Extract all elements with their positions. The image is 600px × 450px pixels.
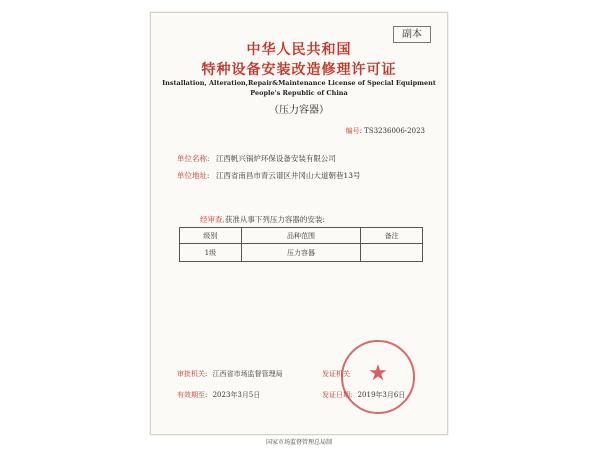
issuer-label: 发证机关 xyxy=(322,370,350,378)
official-seal xyxy=(341,340,415,414)
license-number-value: TS3236006-2023 xyxy=(364,127,425,135)
authority-value: 江西省市场监督管理局 xyxy=(212,370,283,378)
seal-star-icon: ★ xyxy=(368,361,388,386)
license-number xyxy=(346,126,425,136)
scope-table-header xyxy=(180,228,423,244)
title-country: 中华人民共和国 xyxy=(246,42,352,58)
certificate xyxy=(150,12,448,446)
issue-date-value: 2019年3月6日 xyxy=(357,391,406,399)
title-license: 特种设备安装改造修理许可证 xyxy=(201,62,397,78)
subtitle: （压力容器） xyxy=(269,105,329,116)
unit-name-label: 单位名称: xyxy=(177,154,210,163)
title-en-line2: People's Republic of China xyxy=(250,89,348,97)
unit-name-value: 江西帆兴锅炉环保设备安装有限公司 xyxy=(215,154,336,163)
cell-variety: 压力容器 xyxy=(241,244,360,262)
approval-authority xyxy=(177,369,283,379)
validity-value: 2023年3月5日 xyxy=(212,391,261,399)
scope-table xyxy=(179,227,423,262)
issue-date-label: 发证日期: xyxy=(322,391,353,399)
title-en-line1: Installation, Alteration,Repair&Maintenance License of Special Equipment xyxy=(162,79,436,87)
approval-statement xyxy=(200,214,325,225)
approval-label: 经审查, xyxy=(200,215,225,224)
license-number-label: 编号: xyxy=(345,127,362,135)
header-remarks: 备注 xyxy=(361,228,423,244)
cell-remarks xyxy=(361,244,423,262)
header-level: 级别 xyxy=(180,228,242,244)
approval-text: 获准从事下列压力容器的安装: xyxy=(224,215,325,224)
footer-issuer: 国家市场监督管理总局制 xyxy=(265,439,332,446)
table-row xyxy=(180,244,423,262)
unit-address-row xyxy=(177,170,360,181)
authority-label: 审批机关: xyxy=(177,370,208,378)
unit-address-label: 单位地址: xyxy=(177,171,210,180)
validity xyxy=(177,390,260,400)
copy-label: 副本 xyxy=(393,26,431,43)
unit-name-row xyxy=(177,153,336,164)
unit-address-value: 江西省南昌市青云谱区井冈山大道朝巷13号 xyxy=(215,171,361,180)
cell-level: 1级 xyxy=(180,244,242,262)
header-variety: 品种范围 xyxy=(241,228,360,244)
validity-label: 有效期至: xyxy=(177,391,208,399)
